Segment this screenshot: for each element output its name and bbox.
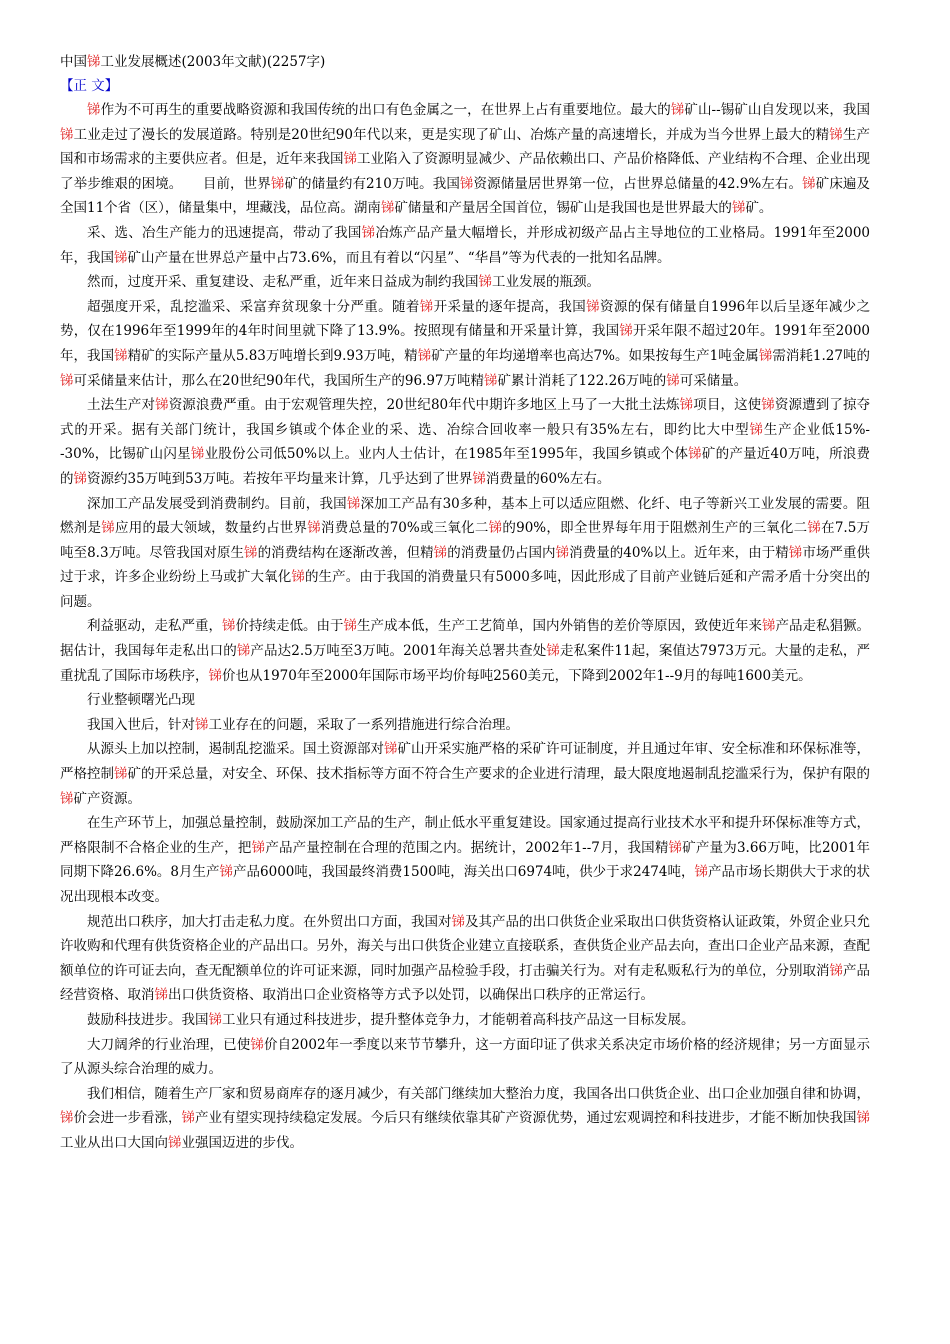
keyword-highlight: 锑 — [250, 1036, 264, 1053]
keyword-highlight: 锑 — [802, 175, 816, 192]
keyword-highlight: 锑 — [666, 372, 680, 389]
keyword-highlight: 锑 — [419, 298, 434, 315]
section-label: 【正 文】 — [60, 78, 119, 94]
paragraph: 我国入世后，针对锑工业存在的问题，采取了一系列措施进行综合治理。 — [87, 716, 519, 733]
paragraph: 行业整顿曙光凸现 — [87, 692, 195, 709]
keyword-highlight: 锑 — [555, 544, 570, 561]
paragraph: 规范出口秩序，加大打击走私力度。在外贸出口方面，我国对锑及其产品的出口供货企业采取出口供货资格认证政策，外贸企业只允许收购和代理有供货资格企业的产品出口。另外，海关与出口供货企业建立直接联系，查供货企业产品去向，查出口企业产品来源，查配额单位的许可证去向，查无配额单位的许可证来源，同时加强产品检验手段，打击骗关行为。对有走私贩私行为的单位，分别取消锑产品经营资格、取消锑出口供货资格、取消出口企业资格等方式予以处罚，以确保出口秩序的正常运行。 — [60, 913, 870, 1004]
paragraph: 然而，过度开采、重复建设、走私严重，近年来日益成为制约我国锑工业发展的瓶颈。 — [87, 274, 600, 291]
keyword-highlight: 锑 — [433, 544, 448, 561]
keyword-highlight: 锑 — [195, 716, 209, 733]
document-body — [60, 98, 870, 1156]
keyword-highlight: 锑 — [749, 421, 764, 438]
keyword-highlight: 锑 — [478, 274, 492, 291]
keyword-highlight: 锑 — [619, 323, 634, 340]
keyword-highlight: 锑 — [208, 1011, 222, 1028]
keyword-highlight: 锑 — [307, 520, 322, 537]
keyword-highlight: 锑 — [670, 102, 685, 118]
keyword-highlight: 锑 — [87, 54, 101, 70]
keyword-highlight: 锑 — [384, 741, 398, 758]
paragraph: 大刀阔斧的行业治理，已使锑价自2002年一季度以来节节攀升，这一方面印证了供求关系决定市场价格的经济规律；另一方面显示了从源头综合治理的威力。 — [60, 1036, 871, 1078]
keyword-highlight: 锑 — [270, 175, 285, 192]
paragraph: 土法生产对锑资源浪费严重。由于宏观管理失控，20世纪80年代中期许多地区上马了一大批土法炼锑项目，这使锑资源遭到了掠夺式的开采。据有关部门统计，我国乡镇或个体企业的采、选、冶综合回收率一般只有35%左右，即约比大中型锑生产企业低15%--30%，比锡矿山闪星锑业股份公司低50%以上。业内人士估计，在1985年至1995年，我国乡镇或个体锑矿的产量近40万吨，所浪费的锑资源约35万吨到53万吨。若按年平均量来计算，几乎达到了世界锑消费量的60%左右。 — [60, 397, 871, 487]
keyword-highlight: 锑 — [758, 347, 773, 364]
keyword-highlight: 锑 — [472, 470, 486, 487]
keyword-highlight: 锑 — [291, 569, 305, 586]
keyword-highlight: 锑 — [856, 1110, 870, 1127]
keyword-highlight: 锑 — [222, 618, 236, 635]
keyword-highlight: 锑 — [60, 1110, 74, 1127]
keyword-highlight: 锑 — [762, 618, 776, 635]
keyword-highlight: 锑 — [73, 470, 87, 487]
paragraph: 深加工产品发展受到消费制约。目前，我国锑深加工产品有30多种，基本上可以适应阻燃、化纤、电子等新兴工业发展的需要。阻燃剂是锑应用的最大领域，数量约占世界锑消费总量的70%或三氧化二锑的90%，即全世界每年用于阻燃剂生产的三氧化二锑在7.5万吨至8.3万吨。尽管我国对原生锑的消费结构在逐渐改善，但精锑的消费量仍占国内锑消费量的40%以上。近年来，由于精锑市场严重供过于求，许多企业纷纷上马或扩大氧化锑的生产。由于我国的消费量只有5000多吨，因此形成了目前产业链后延和产需矛盾十分突出的问题。 — [60, 495, 871, 610]
keyword-highlight: 锑 — [154, 987, 168, 1004]
keyword-highlight: 锑 — [488, 520, 503, 537]
keyword-highlight: 锑 — [343, 151, 357, 168]
keyword-highlight: 锑 — [668, 839, 683, 856]
keyword-highlight: 锑 — [181, 1110, 195, 1127]
keyword-highlight: 锑 — [114, 249, 128, 266]
keyword-highlight: 锑 — [459, 175, 474, 192]
keyword-highlight: 锑 — [190, 446, 205, 463]
keyword-highlight: 锑 — [417, 347, 432, 364]
keyword-highlight: 锑 — [244, 544, 258, 561]
keyword-highlight: 锑 — [731, 200, 746, 217]
keyword-highlight: 锑 — [694, 864, 708, 881]
keyword-highlight: 锑 — [168, 1134, 182, 1151]
paragraph: 鼓励科技进步。我国锑工业只有通过科技进步，提升整体竞争力，才能朝着高科技产品这一目标发展。 — [87, 1011, 695, 1028]
keyword-highlight: 锑 — [451, 913, 465, 930]
paragraph: 在生产环节上，加强总量控制，鼓励深加工产品的生产，制止低水平重复建设。国家通过提高行业技术水平和提升环保标准等方式，严格限制不合格企业的生产，把锑产品产量控制在合理的范围之内。据统计，2002年1--7月，我国精锑矿产量为3.66万吨，比2001年同期下降26.6%。8月生产锑产品6000吨，我国最终消费1500吨，海关出口6974吨，供少于求2474吨，锑产品市场长期供大于求的状况出现根本改变。 — [60, 815, 871, 905]
keyword-highlight: 锑 — [679, 397, 694, 414]
keyword-highlight: 锑 — [236, 643, 251, 660]
keyword-highlight: 锑 — [807, 520, 822, 537]
paragraph: 我们相信，随着生产厂家和贸易商库存的逐月减少，有关部门继续加大整治力度，我国各出口供货企业、出口企业加强自律和协调，锑价会进一步看涨，锑产业有望实现持续稳定发展。今后只有继续依靠其矿产资源优势，通过宏观调控和科技进步，才能不断加快我国锑工业从出口大国向锑业强国迈进的步伐。 — [60, 1085, 870, 1151]
keyword-highlight: 锑 — [546, 643, 560, 660]
paragraph: 从源头上加以控制，遏制乱挖滥采。国土资源部对锑矿山开采实施严格的采矿许可证制度，并且通过年审、安全标准和环保标准等，严格控制锑矿的开采总量，对安全、环保、技术指标等方面不符合生产要求的企业进行清理，最大限度地遏制乱挖滥采行为，保护有限的锑矿产资源。 — [60, 741, 870, 807]
keyword-highlight: 锑 — [219, 864, 234, 881]
paragraph: 超强度开采，乱挖滥采、采富弃贫现象十分严重。随着锑开采量的逐年提高，我国锑资源的保有储量自1996年以后呈逐年减少之势，仅在1996年至1999年的4年时间里就下降了13.9%。按照现有储量和开采量计算，我国锑开采年限不超过20年。1991年至2000年，我国锑精矿的实际产量从5.83万吨增长到9.93万吨，精锑矿产量的年均递增率也高达7%。如果按每生产1吨金属锑需消耗1.27吨的锑可采储量来估计，那么在20世纪90年代，我国所生产的96.97万吨精锑矿累计消耗了122.26万吨的锑可采储量。 — [60, 298, 871, 389]
keyword-highlight: 锑 — [114, 347, 128, 364]
keyword-highlight: 锑 — [60, 126, 74, 143]
keyword-highlight: 锑 — [829, 126, 843, 143]
keyword-highlight: 锑 — [114, 766, 128, 783]
keyword-highlight: 锑 — [343, 618, 357, 635]
keyword-highlight: 锑 — [60, 372, 74, 389]
document-title: 中国锑工业发展概述(2003年文献)(2257字) — [60, 54, 326, 70]
keyword-highlight: 锑 — [586, 298, 600, 315]
keyword-highlight: 锑 — [87, 102, 101, 118]
keyword-highlight: 锑 — [688, 446, 702, 463]
keyword-highlight: 锑 — [60, 790, 74, 807]
keyword-highlight: 锑 — [361, 224, 376, 241]
keyword-highlight: 锑 — [829, 962, 843, 979]
keyword-highlight: 锑 — [208, 667, 222, 684]
keyword-highlight: 锑 — [155, 397, 169, 414]
paragraph: 利益驱动，走私严重，锑价持续走低。由于锑生产成本低，生产工艺简单，国内外销售的差价等原因，致使近年来锑产品走私猖獗。据估计，我国每年走私出口的锑产品达2.5万吨至3万吨。2001年海关总署共查处锑走私案件11起，案值达7973万元。大量的走私，严重扰乱了国际市场秩序，锑价也从1970年至2000年国际市场平均价每吨2560美元，下降到2002年1--9月的每吨1600美元。 — [60, 618, 871, 684]
keyword-highlight: 锑 — [484, 372, 498, 389]
keyword-highlight: 锑 — [380, 200, 395, 217]
keyword-highlight: 锑 — [101, 520, 115, 537]
keyword-highlight: 锑 — [788, 544, 803, 561]
paragraph: 采、选、冶生产能力的迅速提高，带动了我国锑冶炼产品产量大幅增长，并形成初级产品占主导地位的工业格局。1991年至2000年，我国锑矿山产量在世界总产量中占73.6%，而且有着以“闪星”、“华昌”等为代表的一批知名品牌。 — [60, 224, 871, 266]
keyword-highlight: 锑 — [251, 839, 266, 856]
paragraph: 锑作为不可再生的重要战略资源和我国传统的出口有色金属之一，在世界上占有重要地位。最大的锑矿山--锡矿山自发现以来，我国锑工业走过了漫长的发展道路。特别是20世纪90年代以来，更是实现了矿山、冶炼产量的高速增长，并成为当今世界上最大的精锑生产国和市场需求的主要供应者。但是，近年来我国锑工业陷入了资源明显减少、产品依赖出口、产品价格降低、产业结构不合理、企业出现了举步维艰的困境。 目前，世界锑矿的储量约有210万吨。我国锑资源储量居世界第一位，占世界总储量的42.9%左右。锑矿床遍及全国11个省（区），储量集中，埋藏浅，品位高。湖南锑矿储量和产量居全国首位，锡矿山是我国也是世界最大的锑矿。 — [60, 102, 871, 217]
keyword-highlight: 锑 — [346, 495, 361, 512]
keyword-highlight: 锑 — [761, 397, 775, 414]
